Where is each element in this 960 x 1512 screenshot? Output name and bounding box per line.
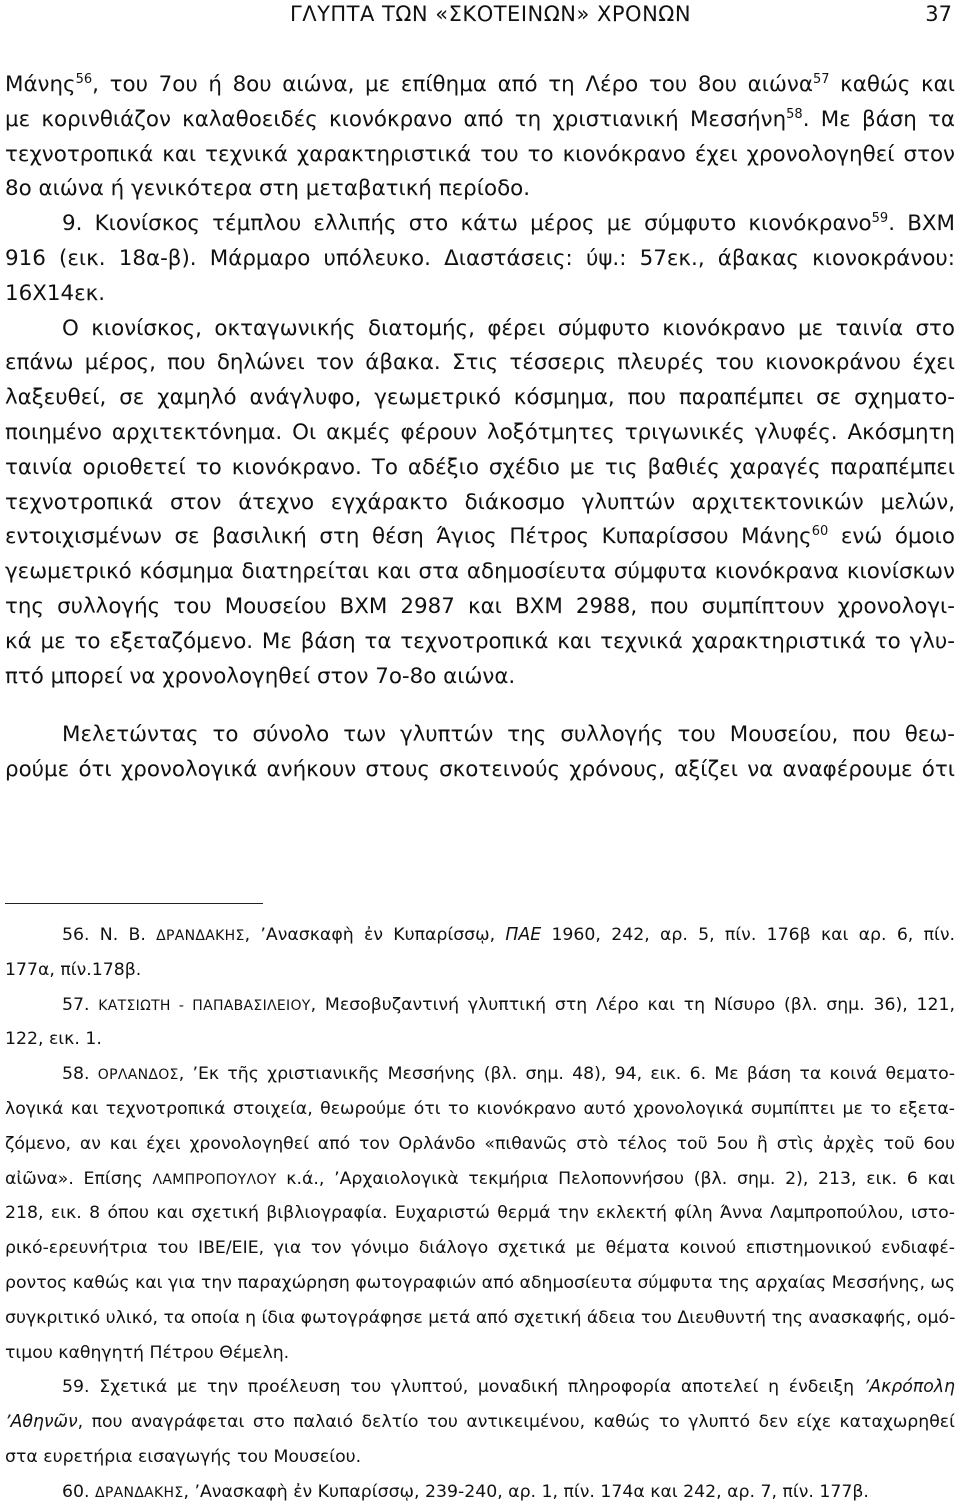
running-head: ΓΛΥΠΤΑ ΤΩΝ «ΣΚΟΤΕΙΝΩΝ» ΧΡΟΝΩΝ — [290, 2, 692, 26]
footnote-ref[interactable]: 59 — [871, 211, 889, 227]
footnote-56: 56. Ν. Β. ΔΡΑΝΔΑΚΗΣ, ’Ανασκαφὴ ἐν Κυπαρίσσῳ, ΠΑΕ 1960, 242, αρ. 5, πίν. 176β και αρ. 6, πίν. — [62, 925, 955, 945]
footnote-57: 57. ΚΑΤΣΙΩΤΗ - ΠΑΠΑΒΑΣΙΛΕΙΟΥ, Μεσοβυζαντινή γλυπτική στη Λέρο και τη Νίσυρο (βλ. σημ. 36), 121, — [62, 994, 955, 1015]
footnote-58-cont: 218, εικ. 8 όπου και σχετική βιβλιογραφία. Ευχαριστώ θερμά την εκλεκτή φίλη Άννα Λαμπροπούλου, ιστο- — [5, 1203, 955, 1224]
body-line: γεωμετρικό κόσμημα διατηρείται και στα αδημοσίευτα σύμφυτα κιονόκρανα κιονίσκων — [5, 559, 955, 585]
body-line: εντοιχισμένων σε βασιλική στη θέση Άγιος Πέτρος Κυπαρίσσου Μάνης$^{60}$ ενώ όμοιο — [5, 524, 955, 550]
body-line: της συλλογής του Μουσείου ΒΧΜ 2987 και ΒΧΜ 2988, που συμπίπτουν χρονολογι- — [5, 593, 955, 619]
footnote-59-cont: ’Αθηνῶν, που αναγράφεται στο παλαιό δελτίο του αντικειμένου, καθώς το γλυπτό δεν είχε καταχωρηθεί — [5, 1412, 955, 1433]
footnote-58-cont: ζόμενο, αν και έχει χρονολογηθεί από τον Ορλάνδο «πιθανῶς στὸ τέλος τοῦ 5ου ἢ στὶς ἀρχὲς τοῦ 6ου — [5, 1133, 955, 1154]
footnote-58-cont: ρικό-ερευνήτρια του ΙΒΕ/ΕΙΕ, για τον γόνιμο διάλογο σχετικά με θέματα κοινού επιστημονικού ενδιαφέ- — [5, 1238, 955, 1259]
body-line: με κορινθιάζον καλαθοειδές κιονόκρανο από τη χριστιανική Μεσσήνη$^{58}$. Με βάση τα — [5, 106, 955, 132]
body-line: ρούμε ότι χρονολογικά ανήκουν στους σκοτεινούς χρόνους, αξίζει να αναφέρουμε ότι — [5, 757, 955, 783]
footnote-ref[interactable]: 56 — [75, 72, 93, 87]
footnote-58-cont: συγκριτικό υλικό, τα οποία η ίδια φωτογράφησε μετά από σχετική άδεια του Διευθυντή της ανασκαφής, ομό- — [5, 1307, 955, 1328]
footnote-56-cont: 177α, πίν.178β. — [5, 959, 142, 980]
entry-heading: 9. Κιονίσκος τέμπλου ελλιπής στο κάτω μέρος με σύμφυτο κιονόκρανο$^{59}$. ΒΧΜ — [62, 211, 955, 237]
body-line: Μάνης$^{56}$, του 7ου ή 8ου αιώνα, με επίθημα από τη Λέρο του 8ου αιώνα$^{57}$ καθώς και — [5, 72, 955, 97]
body-line: τεχνοτροπικά στον άτεχνο εγχάρακτο διάκοσμο γλυπτών αρχιτεκτονικών μελών, — [5, 489, 955, 515]
body-line: Ο κιονίσκος, οκταγωνικής διατομής, φέρει σύμφυτο κιονόκρανο με ταινία στο — [62, 315, 955, 341]
footnote-58-cont: αἰῶνα». Επίσης ΛΑΜΠΡΟΠΟΥΛΟΥ κ.ά., ’Αρχαιολογικὰ τεκμήρια Πελοποννήσου (βλ. σημ. 2), 213, εικ. 6 και — [5, 1168, 955, 1189]
body-line: επάνω μέρος, που δηλώνει τον άβακα. Στις τέσσερις πλευρές του κιονοκράνου έχει — [5, 350, 955, 376]
footnote-59: 59. Σχετικά με την προέλευση του γλυπτού, μοναδική πληροφορία αποτελεί η ένδειξη ’Ακρόπολη — [62, 1377, 955, 1398]
body-line: λαξευθεί, σε χαμηλό ανάγλυφο, γεωμετρικό κόσμημα, που παραπέμπει σε σχηματο- — [5, 385, 955, 411]
page-number: 37 — [925, 2, 952, 26]
footnote-59-cont: στα ευρετήρια εισαγωγής του Μουσείου. — [5, 1446, 362, 1467]
footnote-58: 58. ΟΡΛΑΝΔΟΣ, ’Εκ τῆς χριστιανικῆς Μεσσήνης (βλ. σημ. 48), 94, εικ. 6. Με βάση τα κοινά θεματο- — [62, 1064, 955, 1085]
footnote-ref[interactable]: 60 — [811, 524, 829, 540]
body-line: 8ο αιώνα ή γενικότερα στη μεταβατική περίοδο. — [5, 176, 531, 202]
entry-details: 16Χ14εκ. — [5, 280, 106, 306]
paragraph-gap — [5, 694, 955, 718]
body-line: πτό μπορεί να χρονολογηθεί στον 7ο-8ο αιώνα. — [5, 663, 516, 689]
footnote-rule — [5, 903, 263, 904]
body-text — [5, 68, 955, 788]
footnote-ref[interactable]: 57 — [812, 72, 830, 87]
body-line: Μελετώντας το σύνολο των γλυπτών της συλλογής του Μουσείου, που θεω- — [62, 722, 955, 748]
body-line: ταινία οριοθετεί το κιονόκρανο. Το αδέξιο σχέδιο με τις βαθιές χαραγές παραπέμπει — [5, 454, 955, 480]
footnote-58-cont: τιμου καθηγητή Πέτρου Θέμελη. — [5, 1342, 290, 1363]
footnote-58-cont: ροντος καθώς και για την παραχώρηση φωτογραφιών από αδημοσίευτα σύμφυτα της αρχαίας Μεσσήνης, ως — [5, 1272, 955, 1293]
entry-details: 916 (εικ. 18α-β). Μάρμαρο υπόλευκο. Διαστάσεις: ύψ.: 57εκ., άβακας κιονοκράνου: — [5, 245, 955, 271]
footnote-57-cont: 122, εικ. 1. — [5, 1029, 102, 1050]
body-line: ποιημένο αρχιτεκτόνημα. Οι ακμές φέρουν λοξότμητες τριγωνικές γλυφές. Ακόσμητη — [5, 419, 955, 445]
body-line: τεχνοτροπικά και τεχνικά χαρακτηριστικά του το κιονόκρανο έχει χρονολογηθεί στον — [5, 141, 955, 167]
body-line: κά με το εξεταζόμενο. Με βάση τα τεχνοτροπικά και τεχνικά χαρακτηριστικά το γλυ- — [5, 628, 955, 654]
footnotes — [5, 920, 955, 1512]
footnote-ref[interactable]: 58 — [786, 106, 803, 122]
footnote-58-cont: λογικά και τεχνοτροπικά στοιχεία, θεωρούμε ότι το κιονόκρανο αυτό χρονολογικά συμπίπτει με το εξετα- — [5, 1098, 955, 1119]
footnote-60: 60. ΔΡΑΝΔΑΚΗΣ, ’Ανασκαφὴ ἐν Κυπαρίσσῳ, 239-240, αρ. 1, πίν. 174α και 242, αρ. 7, πίν. 177β. — [62, 1481, 869, 1502]
